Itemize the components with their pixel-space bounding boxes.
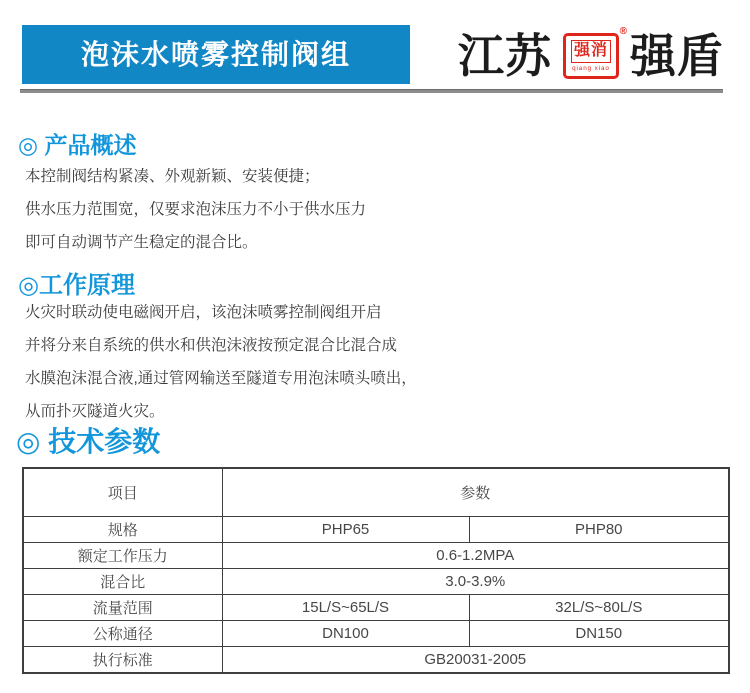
paragraph-line: 即可自动调节产生稳定的混合比。 xyxy=(25,234,258,251)
table-row-nominal-diameter xyxy=(23,621,729,647)
product-title-banner xyxy=(22,25,410,84)
table-row-standard xyxy=(23,647,729,674)
table-header-param: 参数 xyxy=(222,468,729,517)
section-heading-overview: ◎ 产品概述 xyxy=(18,132,137,158)
spec-table xyxy=(22,467,730,674)
cell-label: 流量范围 xyxy=(23,595,222,621)
overview-paragraph xyxy=(25,160,366,259)
cell-label: 公称通径 xyxy=(23,621,222,647)
section-heading-params: ◎ 技术参数 xyxy=(16,426,161,457)
table-row-spec xyxy=(23,517,729,543)
cell-label: 混合比 xyxy=(23,569,222,595)
paragraph-line: 本控制阀结构紧凑、外观新颖、安装便捷； xyxy=(25,168,320,185)
table-header-item: 项目 xyxy=(23,468,222,517)
cell-value: GB20031-2005 xyxy=(222,647,729,674)
brand-text-left: 江苏 xyxy=(458,30,552,82)
product-title: 泡沫水喷雾控制阀组 xyxy=(80,39,351,70)
paragraph-line: 水膜泡沫混合液,通过管网输送至隧道专用泡沫喷头喷出， xyxy=(25,370,417,387)
paragraph-line: 从而扑灭隧道火灾。 xyxy=(25,403,165,420)
cell-value: PHP80 xyxy=(469,517,729,543)
cell-label: 执行标准 xyxy=(23,647,222,674)
cell-label: 额定工作压力 xyxy=(23,543,222,569)
cell-value: PHP65 xyxy=(222,517,469,543)
cell-value: 0.6-1.2MPA xyxy=(222,543,729,569)
principle-paragraph xyxy=(25,296,417,428)
cell-value: 3.0-3.9% xyxy=(222,569,729,595)
paragraph-line: 供水压力范围宽，仅要求泡沫压力不小于供水压力 xyxy=(25,201,367,218)
brand-seal-pinyin: qiang xiao xyxy=(572,65,610,72)
brand-logo xyxy=(458,26,724,86)
cell-value: DN150 xyxy=(469,621,729,647)
paragraph-line: 并将分来自系统的供水和供泡沫液按预定混合比混合成 xyxy=(25,337,398,354)
cell-label: 规格 xyxy=(23,517,222,543)
brand-seal-main: 强消 xyxy=(571,40,611,63)
cell-value: DN100 xyxy=(222,621,469,647)
brand-seal-icon xyxy=(563,26,627,79)
section-heading-principle: ◎工作原理 xyxy=(18,272,135,299)
table-row-mix-ratio xyxy=(23,569,729,595)
cell-value: 15L/S~65L/S xyxy=(222,595,469,621)
table-row-flow-range xyxy=(23,595,729,621)
table-row-pressure xyxy=(23,543,729,569)
table-header-row xyxy=(23,468,729,517)
cell-value: 32L/S~80L/S xyxy=(469,595,729,621)
registered-trademark-icon: ® xyxy=(619,26,627,37)
brand-text-right: 强盾 xyxy=(630,30,724,82)
header-divider xyxy=(20,89,723,93)
paragraph-line: 火灾时联动使电磁阀开启，该泡沫喷雾控制阀组开启 xyxy=(25,304,382,321)
